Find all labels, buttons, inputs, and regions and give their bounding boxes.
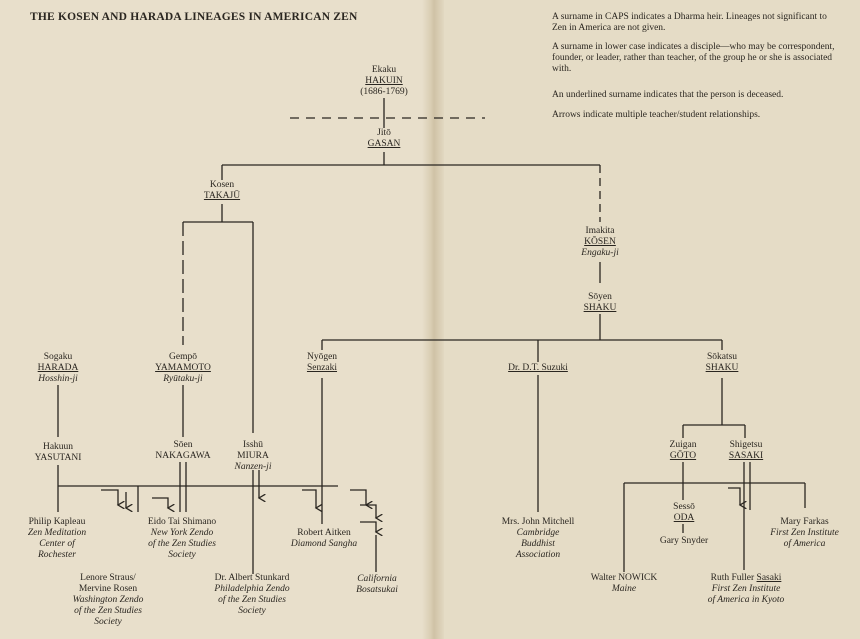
dates: (1686-1769) [360,87,408,97]
node-aitken [259,528,389,550]
node-stunkard [187,573,317,617]
legend-lowercase: A surname in lower case indicates a disciple—who may be correspondent, founder, or leader, rather than teacher, of the group he or she is associated with. [552,42,835,74]
group-line: Zen Meditation [27,528,87,538]
temple: Engaku-ji [581,248,619,258]
name: Mervine Rosen [78,584,138,594]
node-soyen-shaku [535,292,665,314]
given-name: Sogaku [43,352,73,362]
node-hakuin [319,65,449,98]
surname: SASAKI [728,451,764,461]
name [681,573,811,584]
temple: Hosshin-ji [38,374,78,384]
group-line: First Zen Institute [770,528,839,538]
node-mitchell [473,517,603,561]
node-miura [218,440,288,473]
given-name: Imakita [585,226,615,236]
group-line: First Zen Institute [711,584,781,594]
node-nowick [559,573,689,595]
surname: KŌSEN [584,237,616,247]
temple: Ryūtaku-ji [163,374,203,384]
given-name: Ekaku [371,65,397,75]
temple: Nanzen-ji [234,462,272,472]
group-line: Society [238,606,266,616]
group-line: Buddhist [521,539,555,549]
name: Lenore Straus/ [80,573,136,583]
node-senzaki [257,352,387,374]
node-california-bosatsukai [342,574,412,596]
surname: HAKUIN [365,76,403,86]
surname: HARADA [37,363,79,373]
node-farkas [752,517,857,550]
node-yamamoto [118,352,248,385]
surname: TAKAJŪ [203,191,241,201]
group-line: New York Zendo [150,528,214,538]
surname: SHAKU [705,363,739,373]
group-line: Diamond Sangha [290,539,358,549]
surname: Senzaki [306,363,338,373]
name: Philip Kapleau [28,517,86,527]
name: Mrs. John Mitchell [501,517,575,527]
group-line: Society [94,617,122,627]
node-harada [0,352,123,385]
group-line: Society [168,550,196,560]
given-name: Nyōgen [306,352,338,362]
given-name: Kosen [209,180,235,190]
node-gasan [319,128,449,150]
group-line: of the Zen Studies [74,606,142,616]
group-line: Center of [39,539,75,549]
group-line: of America in Kyoto [707,595,785,605]
name: Mary Farkas [780,517,829,527]
name: Gary Snyder [659,536,709,546]
group-line: Bosatsukai [356,585,398,595]
name: Robert Aitken [297,528,351,538]
node-yasutani [0,442,123,464]
page-title: THE KOSEN AND HARADA LINEAGES IN AMERICAN ZEN [30,11,358,23]
group-line: Washington Zendo [72,595,144,605]
node-suzuki [473,363,603,374]
node-kosen [535,226,665,259]
given-name: Gempō [169,352,197,362]
given-name: Shigetsu [729,440,763,450]
group-line: of the Zen Studies [148,539,216,549]
legend-underline: An underlined surname indicates that the person is deceased. [552,90,784,100]
given-name: Isshū [242,440,264,450]
node-kapleau [0,517,122,561]
given-name: Zuigan [669,440,697,450]
surname: YAMAMOTO [155,363,211,373]
node-shimano [117,517,247,561]
given-name: Hakuun [42,442,74,452]
group-line: of the Zen Studies [218,595,286,605]
given-name: Jitō [377,128,391,138]
name-prefix: Ruth Fuller [710,573,755,583]
group-line: California [357,574,397,584]
legend-arrows: Arrows indicate multiple teacher/student relationships. [552,110,761,120]
surname: GASAN [367,139,401,149]
surname: MIURA [237,451,269,461]
group-line: Maine [611,584,637,594]
legend-caps: A surname in CAPS indicates a Dharma heir. Lineages not significant to Zen in America are not given. [552,12,827,33]
surname: ODA [673,513,695,523]
surname: NAKAGAWA [155,451,211,461]
node-takaju [157,180,287,202]
node-sasaki [713,440,779,462]
node-goto [650,440,716,462]
group-line: of America [783,539,826,549]
node-snyder [641,536,727,547]
node-oda [651,502,717,524]
group-line: Cambridge [516,528,560,538]
node-ruth-fuller-sasaki [681,573,811,606]
surname: Sasaki [756,573,782,583]
name: Walter NOWICK [590,573,658,583]
surname: GŌTO [669,451,697,461]
group-line: Association [515,550,561,560]
surname: YASUTANI [34,453,82,463]
name: Eido Tai Shimano [147,517,217,527]
name: Dr. D.T. Suzuki [508,363,568,373]
given-name: Sōen [173,440,193,450]
name: Dr. Albert Stunkard [214,573,290,583]
given-name: Sessō [673,502,695,512]
given-name: Sōyen [588,292,612,302]
node-straus-rosen [43,573,173,628]
node-sokatsu-shaku [657,352,787,374]
group-line: Rochester [38,550,76,560]
surname: SHAKU [583,303,617,313]
given-name: Sōkatsu [706,352,738,362]
group-line: Philadelphia Zendo [214,584,290,594]
